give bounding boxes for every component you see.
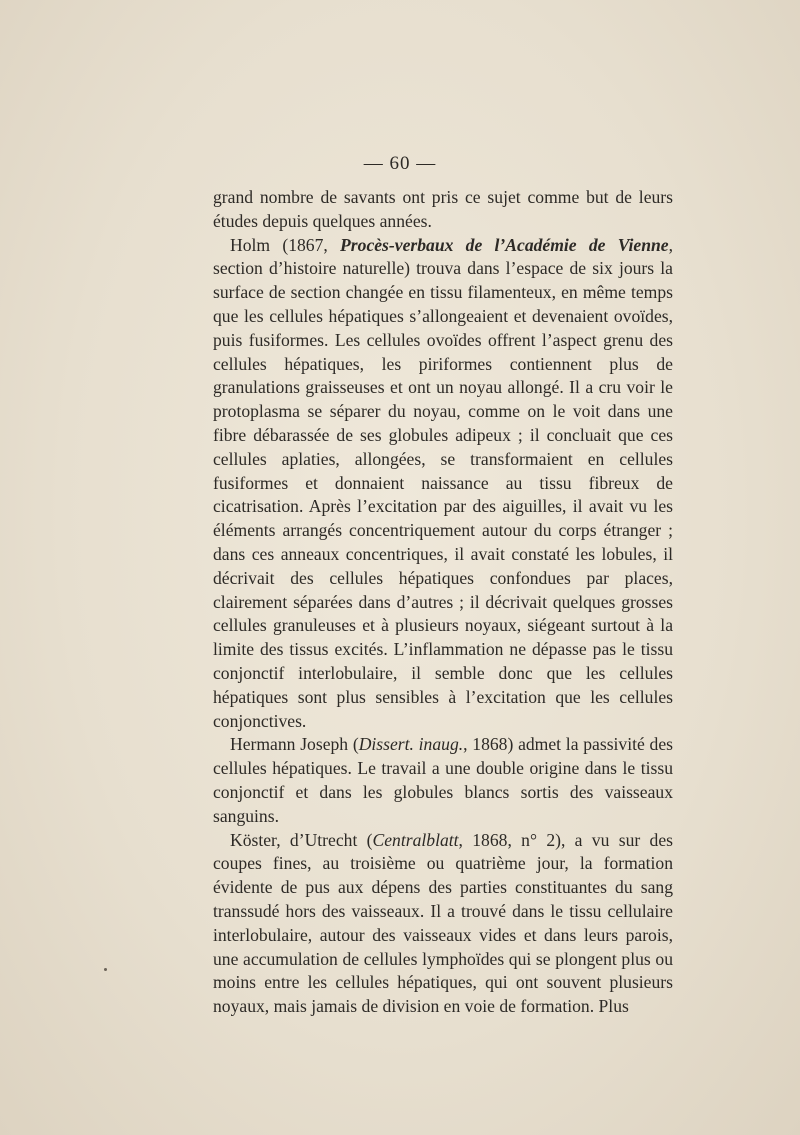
text-run: Hermann Joseph ( — [230, 734, 359, 755]
paragraph — [213, 733, 673, 828]
journal-title: Centralblatt — [372, 829, 459, 850]
page-number: — 60 — — [363, 153, 437, 174]
paragraph — [213, 186, 673, 234]
journal-title: Procès-verbaux de l’Académie de Vienne — [340, 234, 669, 255]
paper-speck — [104, 968, 107, 971]
paragraph — [213, 234, 673, 734]
body-text — [213, 186, 673, 1019]
text-run: Holm (1867, — [230, 234, 341, 255]
citation-title: Dissert. inaug. — [358, 734, 464, 755]
text-run: , 1868, n° 2), a vu sur des coupes fines, au troisième ou quatrième jour, la formation évidente de pus aux dépens des parties constituantes du sang transsudé hors des vaisseaux. Il a trouvé dans le tissu cellulaire interlobulaire, autour des vaisseaux vides et dans leurs parois, une accumulation de cellules lymphoïdes qui se plongent plus ou moins entre les cellules hépatiques, qui ont souvent plusieurs noyaux, mais jamais de division en voie de formation. Plus — [213, 829, 673, 1017]
paragraph — [213, 829, 673, 1019]
text-run: grand nombre de savants ont pris ce sujet comme but de leurs études depuis quelques années. — [213, 187, 673, 231]
text-run: , 1868) admet la passivité des cellules hépatiques. Le travail a une double origine dans le tissu conjonctif et dans les globules blancs sortis des vaisseaux sanguins. — [213, 734, 673, 826]
text-run: , section d’histoire naturelle) trouva dans l’espace de six jours la surface de section changée en tissu filamenteux, en même temps que les cellules hépatiques s’allongeaient et devenaient ovoïdes, puis fusiformes. Les cellules ovoïdes offrent l’aspect grenu des cellules hépatiques, les piriformes contiennent plus de granulations graisseuses et ont un noyau allongé. Il a cru voir le protoplasma se séparer du noyau, comme on le voit dans une fibre débarassée de ses globules adipeux ; il concluait que ces cellules aplaties, allongées, se transformaient en cellules fusiformes et donnaient naissance au tissu fibreux de cicatrisation. Après l’excitation par des aiguilles, il avait vu les éléments arrangés concentriquement autour du corps étranger ; dans ces anneaux concentriques, il avait constaté les lobules, il décrivait des cellules hépatiques confondues par places, clairement séparées dans d’autres ; il décrivait quelques grosses cellules granuleuses et à plusieurs noyaux, siégeant surtout à la limite des tissus excités. L’inflammation ne dépasse pas le tissu conjonctif interlobulaire, il semble donc que les cellules hépatiques sont plus sensibles à l’excitation que les cellules conjonctives. — [213, 234, 673, 731]
text-run: Köster, d’Utrecht ( — [230, 829, 373, 850]
